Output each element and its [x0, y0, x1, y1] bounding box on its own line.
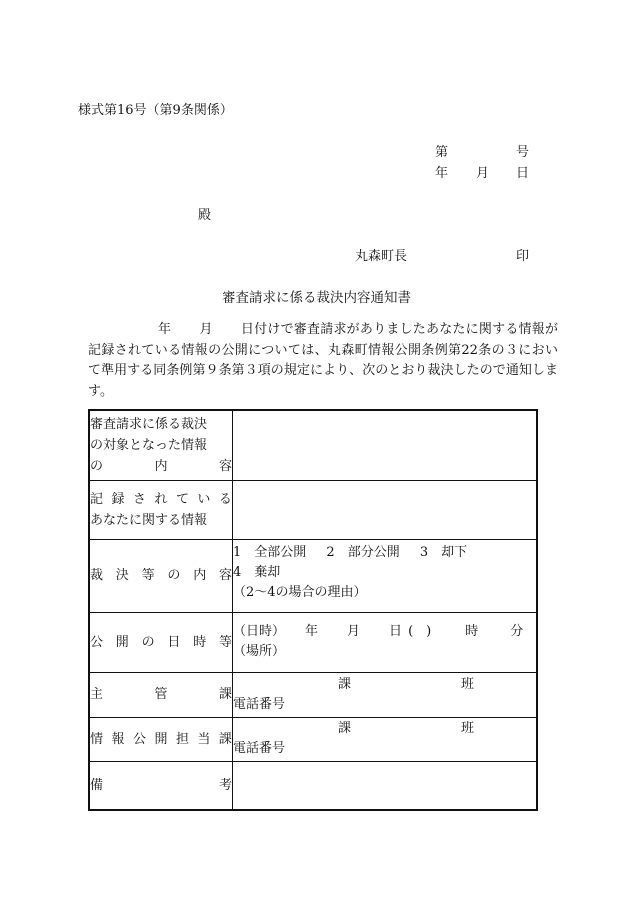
value-recorded-info[interactable]: [233, 481, 538, 540]
label-text: 審査請求に係る裁決: [90, 417, 208, 433]
value-remarks[interactable]: [233, 761, 538, 810]
label-text: の 内 容: [90, 459, 232, 475]
date-year: 年: [435, 166, 449, 181]
label-line: [90, 489, 232, 510]
number-prefix: 第: [435, 145, 449, 160]
place-label: （場所）: [233, 644, 286, 660]
section-han: 班: [461, 721, 475, 737]
label-recorded-info: [89, 481, 233, 540]
section-line: [233, 719, 536, 739]
label-disclosure-section: [89, 717, 233, 761]
date-day: 日: [516, 166, 530, 181]
label-responsible-section: [89, 673, 233, 717]
label-text: の対象となった情報: [90, 438, 208, 454]
datetime-line: [233, 622, 536, 642]
value-disclosure-section[interactable]: [233, 717, 538, 761]
body-text: 日付けで審査請求がありましたあなたに関する情報が記録されている情報の公開については、丸森町情報公開条例第22条の３において準用する同条例第９条第３項の規定により、次のとおり裁決したので通知します。: [88, 322, 558, 399]
datetime-label: （日時）: [233, 624, 286, 640]
date-month: 月: [476, 166, 490, 181]
phone-label: 電話番号: [233, 741, 286, 757]
label-line: [90, 414, 232, 435]
value-subject-info[interactable]: [233, 410, 538, 481]
row-subject-info: [89, 410, 537, 481]
reason-label: （2～4の場合の理由）: [233, 584, 367, 600]
value-decision-content: [233, 539, 538, 612]
label-text: 備 考: [90, 777, 232, 793]
row-disclosure-datetime: [89, 612, 537, 673]
value-responsible-section[interactable]: [233, 673, 538, 717]
dt-weekday: ( ): [408, 624, 432, 640]
row-responsible-section: [89, 673, 537, 717]
body-month: 月: [199, 322, 213, 337]
label-line: [90, 435, 232, 456]
label-text: 裁 決 等 の 内 容: [90, 568, 232, 584]
row-recorded-info: [89, 481, 537, 540]
option-partial-disclosure[interactable]: 2 部分公開: [326, 544, 400, 560]
section-line: [233, 675, 536, 695]
option-rejection[interactable]: 4 棄却: [233, 564, 281, 580]
row-remarks: [89, 761, 537, 810]
label-text: 主 管 課: [90, 687, 232, 703]
dt-hour: 時: [465, 624, 479, 640]
row-decision-content: [89, 539, 537, 612]
label-decision-content: [89, 539, 233, 612]
dt-month: 月: [347, 624, 361, 640]
label-remarks: [89, 761, 233, 810]
phone-label: 電話番号: [233, 696, 286, 712]
form-number: 様式第16号（第9条関係）: [78, 103, 233, 118]
body-paragraph: [88, 320, 558, 402]
body-year: 年: [158, 322, 172, 337]
document-title: 審査請求に係る裁決内容通知書: [222, 290, 411, 306]
label-text: 記 録 さ れ て い る: [90, 491, 232, 507]
label-text: 情 報 公 開 担 当 課: [90, 731, 232, 747]
decision-options-line: [233, 543, 536, 563]
issuer-name: 丸森町長: [355, 249, 408, 264]
section-han: 班: [461, 676, 475, 692]
dt-minute: 分: [510, 624, 524, 640]
label-line: [90, 510, 232, 531]
label-text: 公 開 の 日 時 等: [90, 634, 232, 650]
label-text: あなたに関する情報: [90, 512, 208, 528]
seal-mark: 印: [516, 249, 530, 264]
section-ka: 課: [338, 676, 352, 692]
option-dismissal[interactable]: 3 却下: [419, 544, 468, 560]
addressee-suffix: 殿: [198, 208, 212, 223]
dt-year: 年: [305, 624, 319, 640]
decision-table: [88, 409, 538, 811]
value-disclosure-datetime[interactable]: [233, 612, 538, 673]
option-full-disclosure[interactable]: 1 全部公開: [233, 544, 307, 560]
number-suffix: 号: [516, 145, 530, 160]
label-line: [90, 456, 232, 477]
section-ka: 課: [338, 721, 352, 737]
dt-day: 日: [389, 624, 403, 640]
label-disclosure-datetime: [89, 612, 233, 673]
row-disclosure-section: [89, 717, 537, 761]
label-subject-info: [89, 410, 233, 481]
